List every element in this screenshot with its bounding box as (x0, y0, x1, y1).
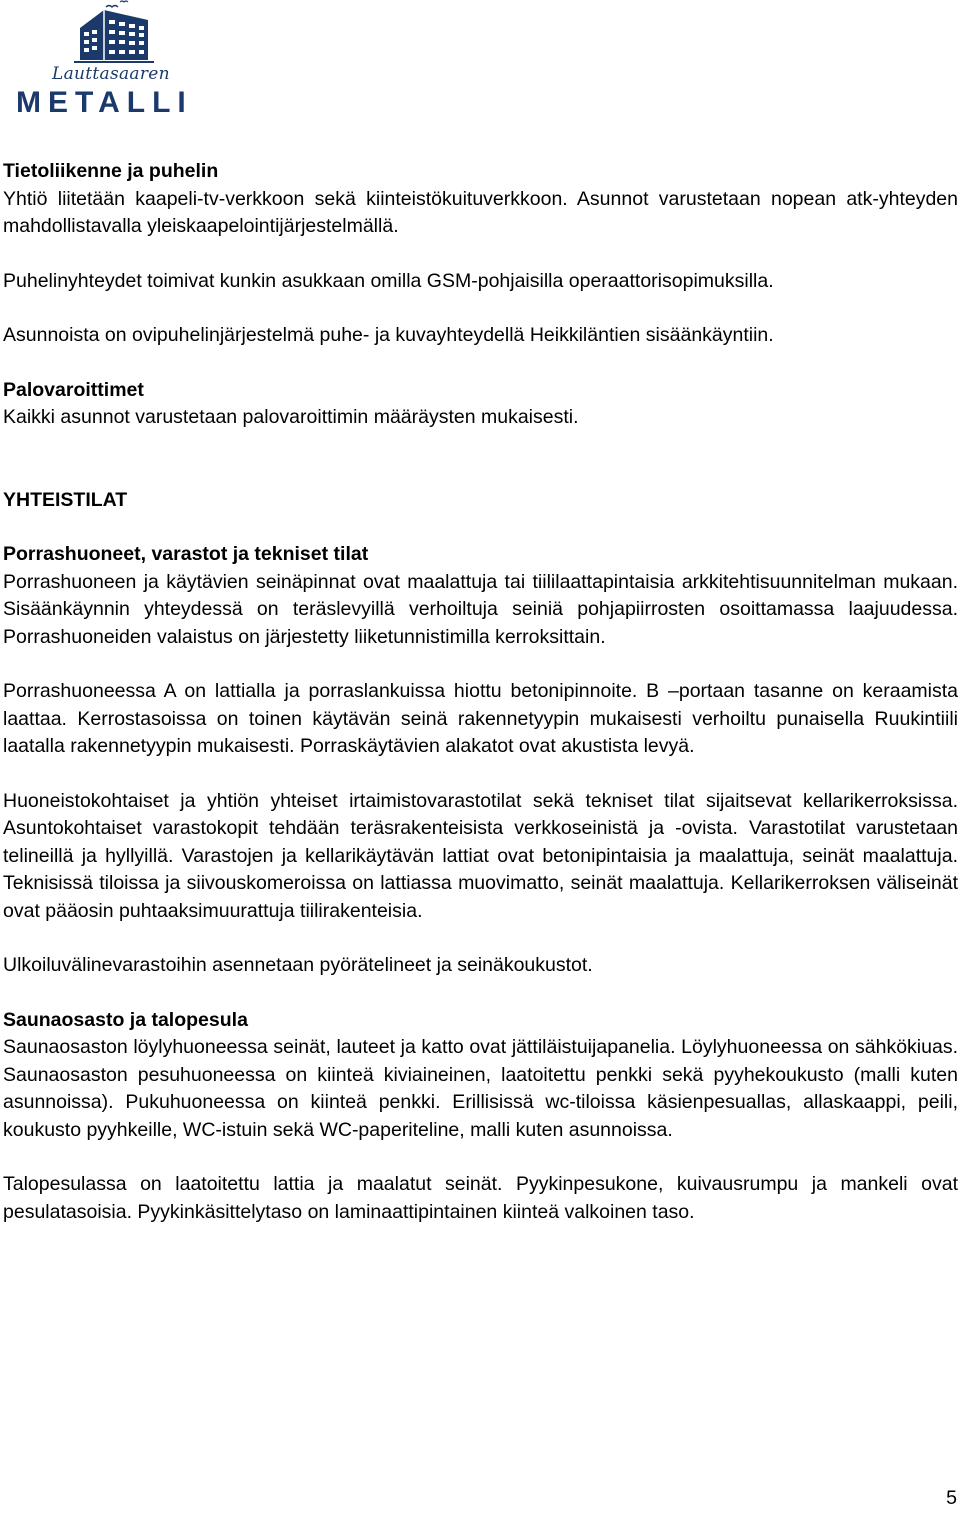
heading-tietoliikenne: Tietoliikenne ja puhelin (3, 160, 219, 182)
heading-yhteistilat: YHTEISTILAT (3, 488, 128, 511)
paragraph: Kaikki asunnot varustetaan palovaroittimin määräysten mukaisesti. (3, 406, 579, 428)
paragraph: Talopesulassa on laatoitettu lattia ja maalatut seinät. Pyykinpesukone, kuivausrumpu ja mankeli ovat pesulatasoisia. Pyykinkäsittelytaso on laminaattipintainen kiinteä valkoinen taso. (3, 1173, 958, 1223)
paragraph: Ulkoiluvälinevarastoihin asennetaan pyörätelineet ja seinäkoukustot. (3, 954, 593, 976)
building-icon (8, 0, 214, 70)
company-logo (8, 0, 214, 122)
paragraph: Porrashuoneessa A on lattialla ja porraslankuissa hiottu betonipinnoite. B –portaan tasanne on keraamista laattaa. Kerrostasoissa on toinen käytävän seinä rakennetyypin mukaisesti verhoiltu punaisella Ruukintiili laatalla rakennetyypin mukaisesti. Porraskäytävien alakatot ovat akustista levyä. (3, 680, 958, 757)
logo-wordmark: METALLI (16, 86, 193, 119)
page-number: 5 (946, 1487, 957, 1509)
paragraph: Huoneistokohtaiset ja yhtiön yhteiset irtaimistovarastotilat sekä tekniset tilat sijaitsevat kellarikerroksissa. Asuntokohtaiset varastokopit tehdään teräsrakenteisista verkkoseinistä ja -ovista. Varastotilat varustetaan telineillä ja hyllyillä. Varastojen ja kellarikäytävän lattiat ovat betonipintaisia ja maalattuja, seinät maalattuja. Teknisissä tiloissa ja siivouskomeroissa on lattiassa muovimatto, seinät maalattuja. Kellarikerroksen väliseinät ovat pääosin puhtaaksimuurattuja tiilirakenteisia. (3, 789, 958, 922)
heading-porrashuoneet: Porrashuoneet, varastot ja tekniset tilat (3, 543, 369, 565)
heading-sauna: Saunaosasto ja talopesula (3, 1008, 248, 1031)
paragraph: Yhtiö liitetään kaapeli-tv-verkkoon sekä kiinteistökuituverkkoon. Asunnot varustetaan nopean atk-yhteyden mahdollistavalla yleiskaapelointijärjestelmällä. (3, 187, 958, 237)
paragraph: Porrashuoneen ja käytävien seinäpinnat ovat maalattuja tai tiililaattapintaisia arkkitehtisuunnitelman mukaan. Sisäänkäynnin yhteydessä on teräslevyillä verhoiltuja seiniä pohjapiirrosten osoittamassa laajuudessa. Porrashuoneiden valaistus on järjestetty liiketunnistimilla kerroksittain. (3, 570, 958, 648)
logo-script-text: Lauttasaaren (52, 64, 170, 84)
document-body (3, 158, 958, 1226)
paragraph: Saunaosaston löylyhuoneessa seinät, lauteet ja katto ovat jättiläistuijapanelia. Löylyhuoneessa on sähkökiuas. Saunaosaston pesuhuoneessa on kiinteä kiviaineinen, laatoitettu penkki sekä pyyhekoukusto (malli kuten asunnoissa). Pukuhuoneessa on kiinteä penkki. Erillisissä wc-tiloissa käsienpesuallas, allaskaappi, peili, koukusto pyyhkeille, WC-istuin sekä WC-paperiteline, malli kuten asunnoissa. (3, 1036, 958, 1141)
paragraph: Asunnoista on ovipuhelinjärjestelmä puhe- ja kuvayhteydellä Heikkiläntien sisäänkäyntiin. (3, 324, 774, 346)
paragraph: Puhelinyhteydet toimivat kunkin asukkaan omilla GSM-pohjaisilla operaattorisopimuksilla. (3, 269, 774, 292)
heading-palovaroittimet: Palovaroittimet (3, 378, 144, 401)
